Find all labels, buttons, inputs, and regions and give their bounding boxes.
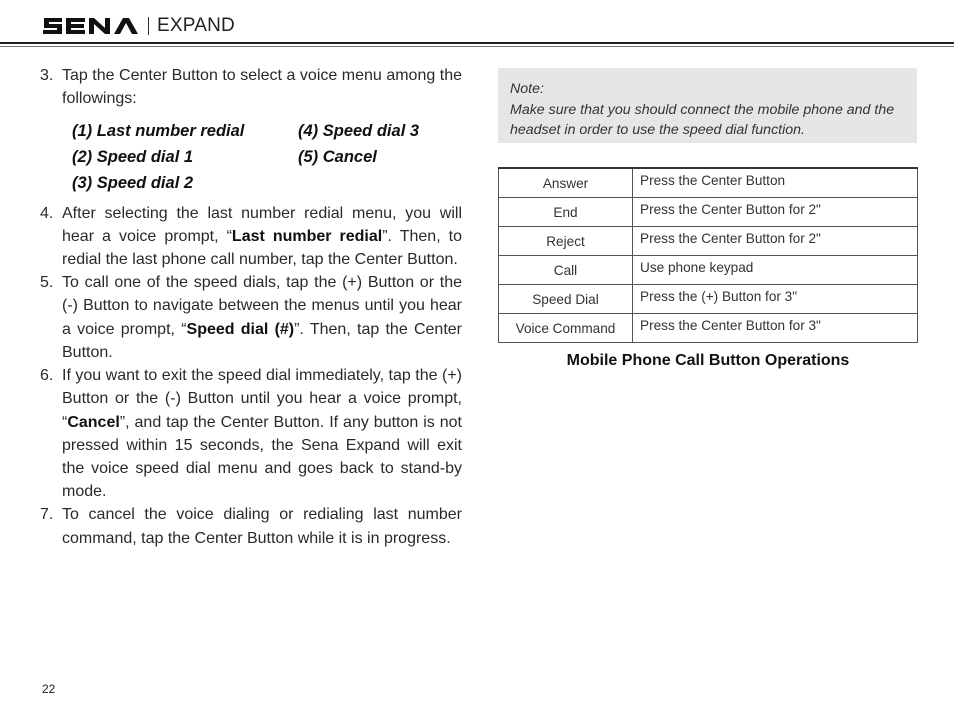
logo-text: SENA [42, 15, 45, 16]
sena-logo [42, 15, 138, 37]
table-row [499, 168, 918, 198]
function-cell: Answer [499, 168, 633, 198]
function-cell: Reject [499, 227, 633, 256]
operation-cell: Press the (+) Button for 3" [633, 285, 918, 314]
step-7 [40, 503, 462, 549]
menu-item: (5) Cancel [298, 148, 377, 167]
voice-prompt: Cancel [67, 413, 120, 431]
header-title: EXPAND [157, 15, 235, 36]
step-number: 5. [40, 274, 54, 292]
note-text: Make sure that you should connect the mobile phone and the headset in order to use the speed dial function. [510, 101, 895, 138]
page-number: 22 [42, 682, 56, 696]
step-number: 3. [40, 67, 54, 84]
function-cell: Voice Command [499, 314, 633, 343]
header-rule [0, 42, 954, 44]
header-rule-thin [0, 46, 954, 47]
instruction-column [40, 64, 462, 550]
operation-cell: Use phone keypad [633, 256, 918, 285]
step-3 [40, 64, 462, 110]
table-row [499, 227, 918, 256]
menu-item: (3) Speed dial 2 [72, 174, 194, 193]
operation-cell: Press the Center Button for 2" [633, 198, 918, 227]
function-cell: Call [499, 256, 633, 285]
table-row [499, 198, 918, 227]
step-text: If you want to exit the speed dial immediately, tap the (+) Button or the (-) Button until you hear a voice prompt, “Cancel”, and tap the Center Button. If any button is not pressed within 15 seconds, the Sena Expand will exit the voice speed dial menu and goes back to stand-by mode. [62, 367, 462, 501]
operation-cell: Press the Center Button [633, 168, 918, 198]
voice-prompt: Last number redial [231, 227, 383, 245]
menu-item: (4) Speed dial 3 [298, 122, 420, 141]
function-cell: End [499, 198, 633, 227]
step-text: To call one of the speed dials, tap the (+) Button or the (-) Button to navigate between the menus until you hear a voice prompt, “Speed dial (#)”. Then, tap the Center Button. [62, 274, 462, 361]
menu-item: (1) Last number redial [72, 122, 245, 141]
table-row [499, 314, 918, 343]
header-separator [148, 17, 149, 35]
call-operations-table [498, 167, 918, 343]
step-number: 4. [40, 204, 54, 222]
table-row [499, 285, 918, 314]
step-number: 6. [40, 367, 54, 385]
note-label: Note: [510, 81, 544, 97]
voice-menu-list [40, 120, 462, 195]
menu-item: (2) Speed dial 1 [72, 148, 194, 167]
step-text: Tap the Center Button to select a voice menu among the followings: [62, 67, 462, 108]
step-5 [40, 271, 462, 364]
note-box [498, 68, 917, 143]
voice-prompt: Speed dial (#) [186, 320, 295, 338]
step-6 [40, 364, 462, 503]
step-text: After selecting the last number redial menu, you will hear a voice prompt, “Last number redial”. Then, to redial the last phone call number, tap the Center Button. [62, 204, 462, 269]
step-text: To cancel the voice dialing or redialing last number command, tap the Center Button while it is in progress. [62, 506, 462, 547]
operation-cell: Press the Center Button for 2" [633, 227, 918, 256]
page-header [42, 12, 235, 40]
step-4 [40, 202, 462, 272]
table-row [499, 256, 918, 285]
operation-cell: Press the Center Button for 3" [633, 314, 918, 343]
step-number: 7. [40, 506, 54, 524]
table-caption: Mobile Phone Call Button Operations [566, 352, 850, 369]
function-cell: Speed Dial [499, 285, 633, 314]
